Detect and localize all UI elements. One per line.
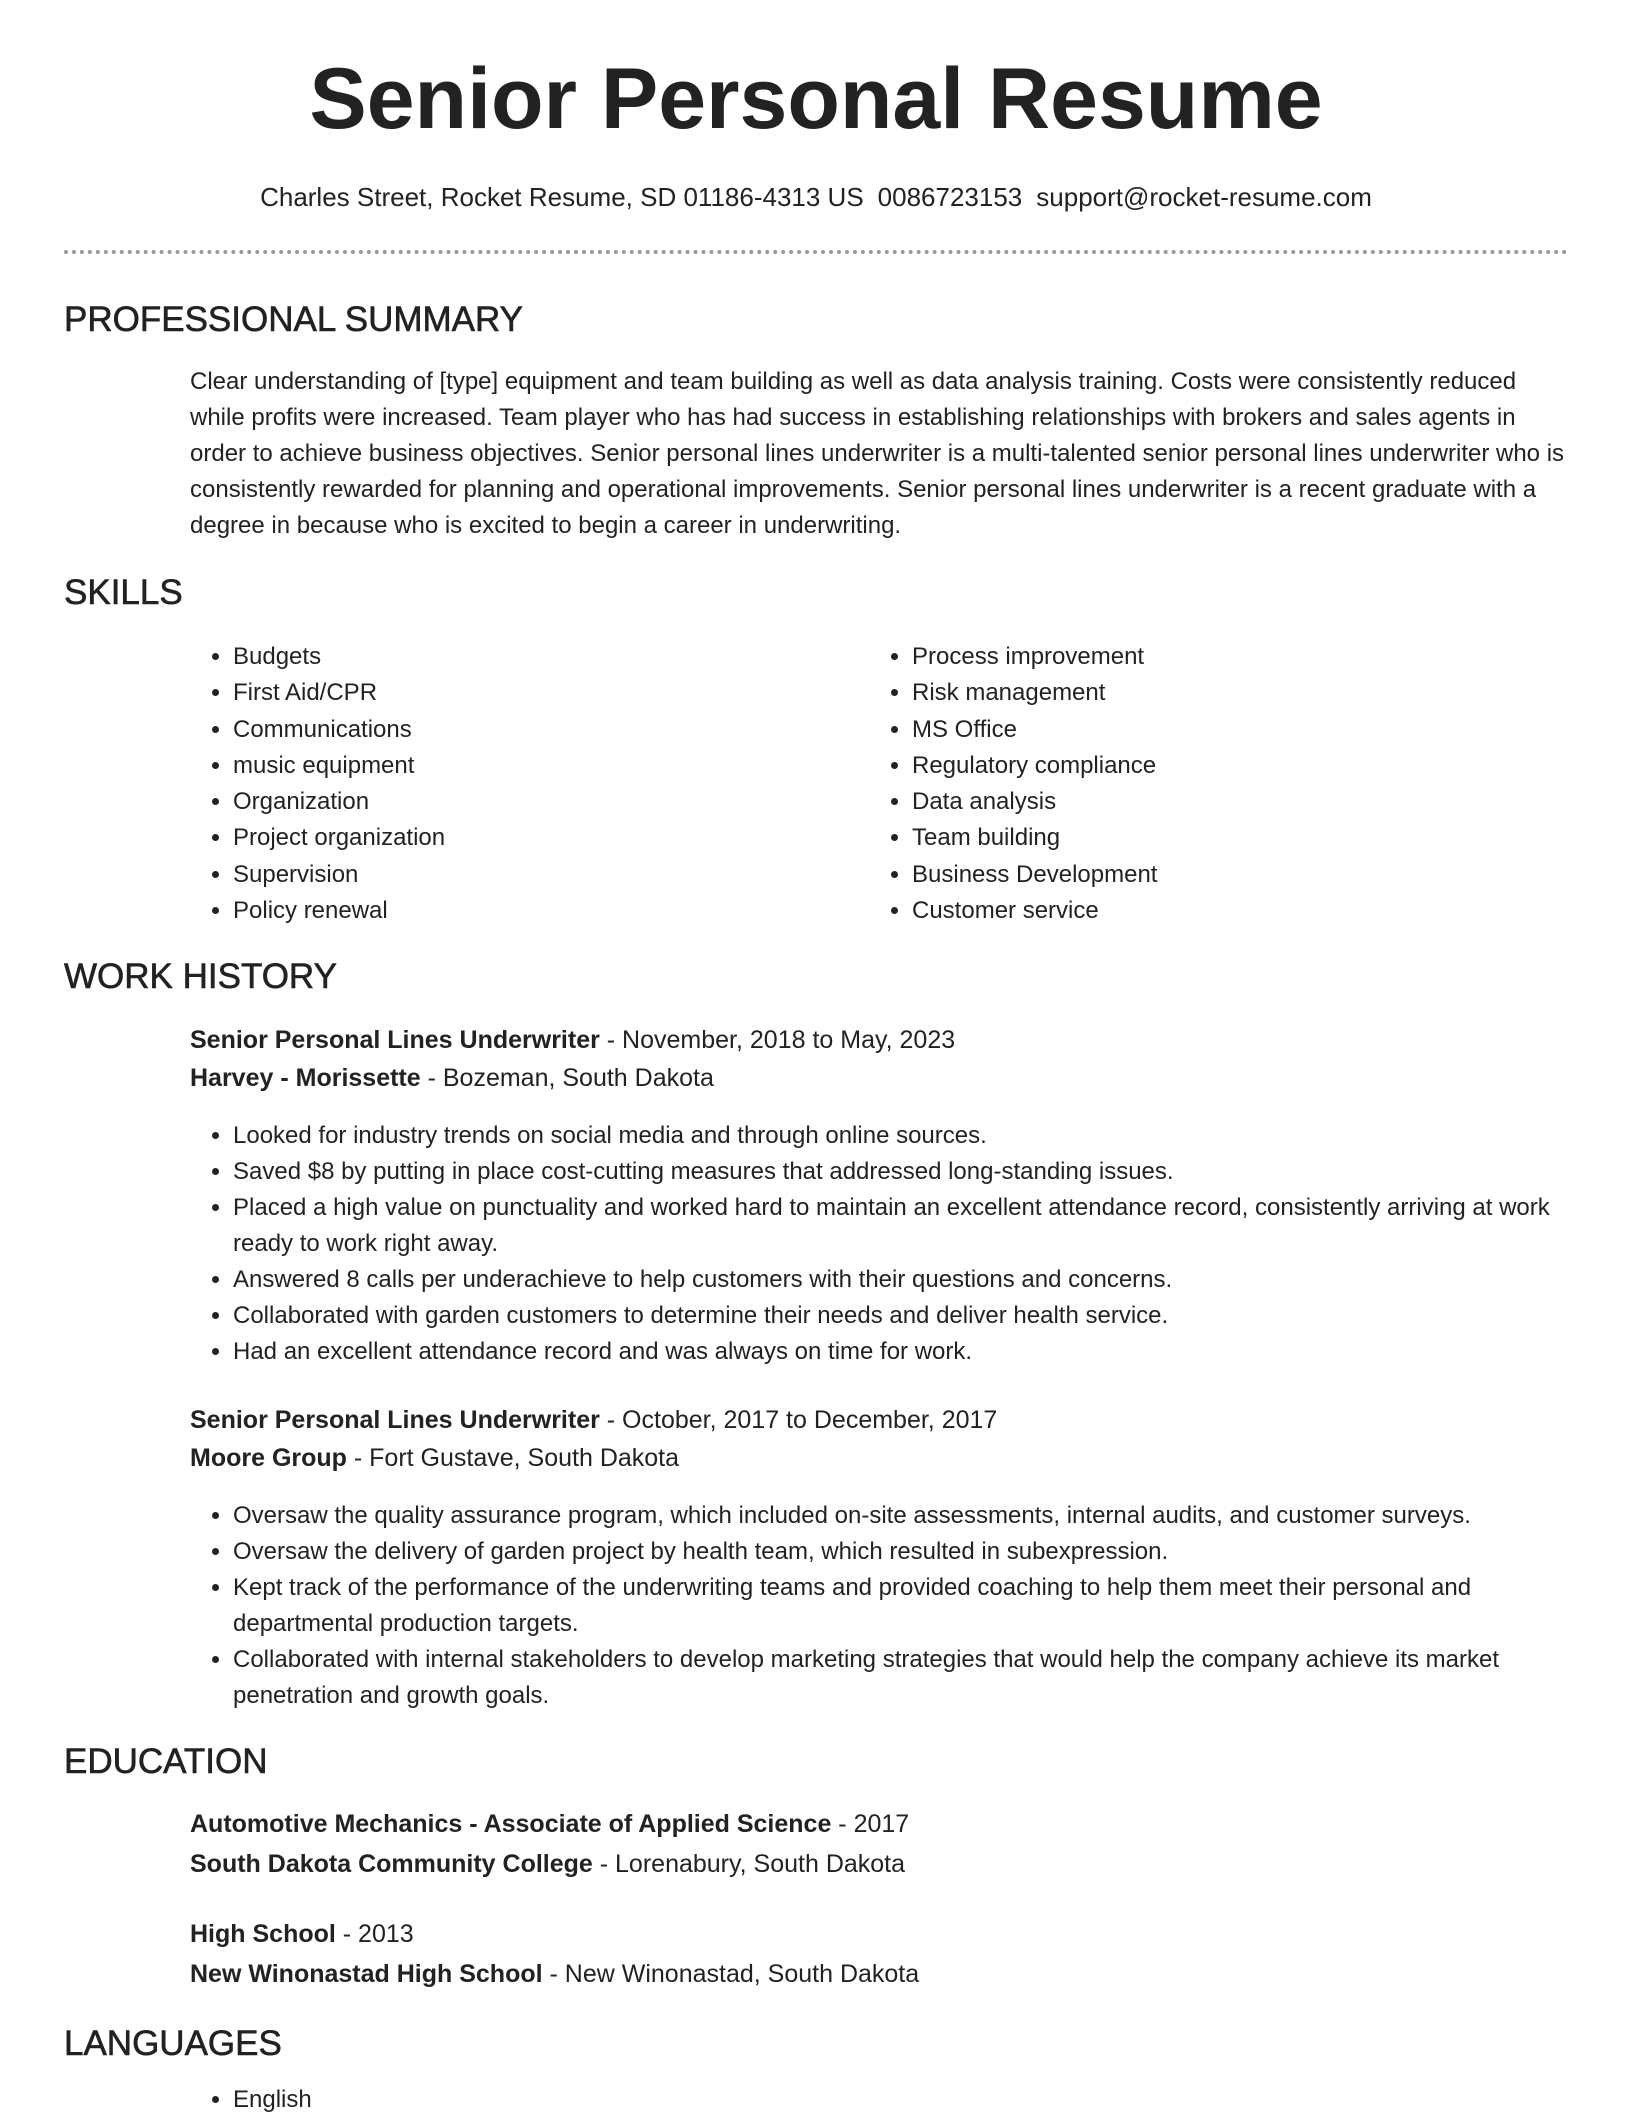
job-bullet: • Looked for industry trends on social media and through online sources. [233,1118,1570,1154]
education-year: - 2013 [335,1920,414,1948]
job-bullet: • Kept track of the performance of the underwriting teams and provided coaching to help them meet their personal and departmental production targets. [233,1570,1570,1642]
skill-item: • Business Development [912,857,1157,893]
education-degree-line [190,1920,414,1949]
skill-item: • Organization [233,784,445,820]
languages-heading: LANGUAGES [64,2024,282,2063]
job-company-line [190,1064,714,1093]
skill-item: • music equipment [233,748,445,784]
skill-item: • MS Office [912,712,1157,748]
education-degree: Automotive Mechanics - Associate of Applied Science [190,1810,832,1838]
skill-item: • Budgets [233,639,445,675]
job-title: Senior Personal Lines Underwriter [190,1406,600,1434]
job-bullet: • Oversaw the quality assurance program, which included on-site assessments, internal audits, and customer surveys. [233,1498,1570,1534]
job-dates: - November, 2018 to May, 2023 [599,1026,956,1054]
skills-heading: SKILLS [64,573,183,612]
education-school: New Winonastad High School [190,1960,543,1988]
education-school-line [190,1960,919,1989]
job-title: Senior Personal Lines Underwriter [190,1026,600,1054]
job-bullet: • Answered 8 calls per underachieve to help customers with their questions and concerns. [233,1262,1570,1298]
job-bullet: • Had an excellent attendance record and was always on time for work. [233,1334,1570,1370]
skill-item: • Supervision [233,857,445,893]
education-year: - 2017 [831,1810,910,1838]
summary-text: Clear understanding of [type] equipment and team building as well as data analysis training. Costs were consistently reduced while profits were increased. Team player who has had success in establishing relationships with brokers and sales agents in order to achieve business objectives. Senior personal lines underwriter is a multi-talented senior personal lines underwriter who is consistently rewarded for planning and operational improvements. Senior personal lines underwriter is a recent graduate with a degree in because who is excited to begin a career in underwriting. [190,368,1565,539]
skill-item: • Team building [912,820,1157,856]
job-location: - Fort Gustave, South Dakota [346,1444,680,1472]
education-location: - Lorenabury, South Dakota [592,1850,906,1878]
job-bullet: • Collaborated with garden customers to determine their needs and deliver health service. [233,1298,1570,1334]
skill-item: • Project organization [233,820,445,856]
education-school: South Dakota Community College [190,1850,593,1878]
skill-item: • Communications [233,712,445,748]
job-bullet: • Collaborated with internal stakeholders to develop marketing strategies that would help the company achieve its market penetration and growth goals. [233,1642,1570,1714]
education-degree: High School [190,1920,336,1948]
contact-address: Charles Street, Rocket Resume, SD 01186-4313 US [260,182,864,212]
summary-heading: PROFESSIONAL SUMMARY [64,300,523,339]
page-title: Senior Personal Resume [309,51,1323,147]
skill-item: • First Aid/CPR [233,675,445,711]
skill-item: • Data analysis [912,784,1157,820]
job-company-line [190,1444,679,1473]
skill-item: • Risk management [912,675,1157,711]
job-bullets [190,1498,1570,1714]
skills-list-right [869,639,1157,929]
job-bullet: • Saved $8 by putting in place cost-cutting measures that addressed long-standing issues. [233,1154,1570,1190]
job-dates: - October, 2017 to December, 2017 [599,1406,998,1434]
education-degree-line [190,1810,909,1839]
job-bullets [190,1118,1570,1370]
job-company: Harvey - Morissette [190,1064,421,1092]
languages-list [190,2086,312,2114]
skill-item: • Policy renewal [233,893,445,929]
skill-item: • Regulatory compliance [912,748,1157,784]
job-bullet: • Placed a high value on punctuality and worked hard to maintain an excellent attendance record, consistently arriving at work ready to work right away. [233,1190,1570,1262]
work-heading: WORK HISTORY [64,957,337,996]
job-title-line [190,1026,955,1055]
header-divider [64,250,1568,254]
contact-info [0,182,1632,213]
education-heading: EDUCATION [64,1742,268,1781]
job-bullet: • Oversaw the delivery of garden project by health team, which resulted in subexpression. [233,1534,1570,1570]
skills-list-left [190,639,445,929]
contact-email: support@rocket-resume.com [1036,182,1372,212]
skill-item: • Customer service [912,893,1157,929]
education-school-line [190,1850,905,1879]
skill-item: • Process improvement [912,639,1157,675]
job-company: Moore Group [190,1444,347,1472]
job-title-line [190,1406,997,1435]
job-location: - Bozeman, South Dakota [420,1064,714,1092]
education-location: - New Winonastad, South Dakota [542,1960,920,1988]
language-item: • English [233,2086,312,2114]
contact-phone: 0086723153 [877,182,1023,212]
